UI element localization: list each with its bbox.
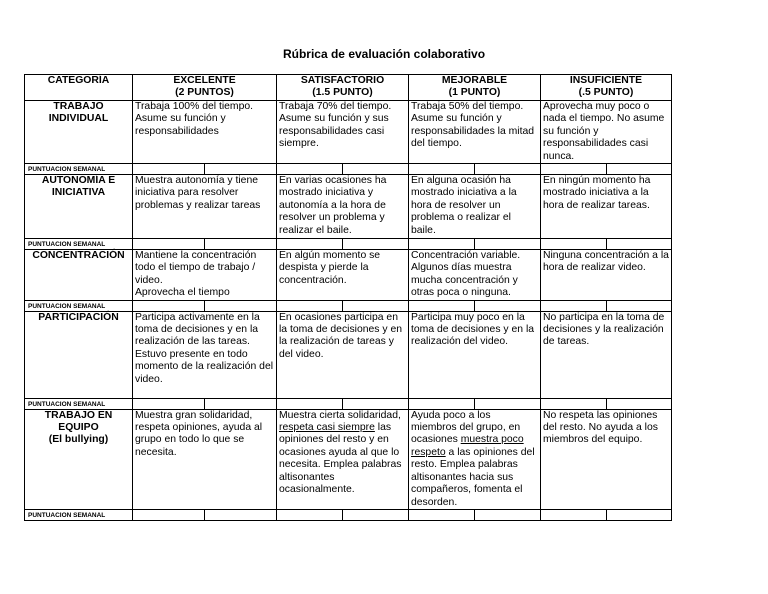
score-label: PUNTUACION SEMANAL <box>25 509 133 520</box>
criteria-cell: En ocasiones participa en la toma de decisiones y en la realización de tareas y del video. <box>277 311 409 398</box>
criteria-text: Ayuda poco a los miembros del grupo, en ocasiones <box>411 409 521 446</box>
criteria-cell: No respeta las opiniones del resto. No ayuda a los miembros del equipo. <box>541 409 672 509</box>
score-cell[interactable] <box>277 300 409 311</box>
table-row <box>25 175 672 239</box>
score-cell[interactable] <box>409 398 541 409</box>
score-label: PUNTUACION SEMANAL <box>25 300 133 311</box>
score-cell[interactable] <box>277 509 409 520</box>
score-cell[interactable] <box>541 239 672 250</box>
score-row <box>25 509 672 520</box>
table-row <box>25 311 672 398</box>
score-cell[interactable] <box>541 164 672 175</box>
header-categoria: CATEGORÍA <box>25 75 133 101</box>
underlined-text: respeta casi siempre <box>279 422 375 434</box>
header-mejorable: MEJORABLE (1 PUNTO) <box>409 75 541 101</box>
criteria-cell: Ninguna concentración a la hora de realizar video. <box>541 250 672 301</box>
criteria-cell: Participa muy poco en la toma de decisiones y en la realización del video. <box>409 311 541 398</box>
criteria-cell: Trabaja 70% del tiempo. Asume su función y sus responsabilidades casi siempre. <box>277 101 409 164</box>
category-cell: PARTICIPACIÓN <box>25 311 133 398</box>
score-row <box>25 164 672 175</box>
criteria-cell: Trabaja 50% del tiempo. Asume su función y responsabilidades la mitad del tiempo. <box>409 101 541 164</box>
header-row <box>25 75 672 101</box>
score-cell[interactable] <box>277 398 409 409</box>
category-cell: CONCENTRACIÓN <box>25 250 133 301</box>
criteria-cell: En algún momento se despista y pierde la concentración. <box>277 250 409 301</box>
criteria-cell: Mantiene la concentración todo el tiempo de trabajo / video. Aprovecha el tiempo <box>133 250 277 301</box>
table-row <box>25 101 672 164</box>
score-label: PUNTUACION SEMANAL <box>25 164 133 175</box>
table-row <box>25 409 672 509</box>
category-cell: TRABAJO INDIVIDUAL <box>25 101 133 164</box>
criteria-cell: Muestra gran solidaridad, respeta opiniones, ayuda al grupo en todo lo que se necesita. <box>133 409 277 509</box>
criteria-cell <box>277 409 409 509</box>
criteria-cell <box>409 409 541 509</box>
criteria-cell: Participa activamente en la toma de decisiones y en la realización de las tareas. Estuvo presente en todo momento de la realización del video. <box>133 311 277 398</box>
criteria-cell: Trabaja 100% del tiempo. Asume su función y responsabilidades <box>133 101 277 164</box>
score-cell[interactable] <box>409 239 541 250</box>
criteria-cell: Concentración variable. Algunos días muestra mucha concentración y otras poca o ninguna. <box>409 250 541 301</box>
rubric-table <box>24 74 672 521</box>
underlined-text: muestra poco respeto <box>411 434 524 458</box>
criteria-text: las opiniones del resto y en ocasiones ayuda al que lo necesita. Emplea palabras altisonantes ocasionalmente. <box>279 422 402 496</box>
criteria-text: a las opiniones del resto. Emplea palabras altisonantes hacia sus compañeros, fomenta el desorden. <box>411 446 535 508</box>
score-row <box>25 239 672 250</box>
category-cell: AUTONOMÍA E INICIATIVA <box>25 175 133 239</box>
score-cell[interactable] <box>541 300 672 311</box>
score-cell[interactable] <box>541 509 672 520</box>
criteria-cell: En varias ocasiones ha mostrado iniciativa y autonomía a la hora de resolver un problema y realizar el baile. <box>277 175 409 239</box>
score-cell[interactable] <box>409 509 541 520</box>
score-row <box>25 398 672 409</box>
header-excelente: EXCELENTE (2 PUNTOS) <box>133 75 277 101</box>
table-row <box>25 250 672 301</box>
score-cell[interactable] <box>133 164 277 175</box>
score-cell[interactable] <box>133 398 277 409</box>
score-cell[interactable] <box>409 300 541 311</box>
score-cell[interactable] <box>133 509 277 520</box>
score-label: PUNTUACION SEMANAL <box>25 398 133 409</box>
header-insuficiente: INSUFICIENTE (.5 PUNTO) <box>541 75 672 101</box>
criteria-cell: En alguna ocasión ha mostrado iniciativa a la hora de resolver un problema o realizar el baile. <box>409 175 541 239</box>
criteria-text: Muestra cierta solidaridad, <box>279 409 401 421</box>
score-label: PUNTUACION SEMANAL <box>25 239 133 250</box>
criteria-cell: En ningún momento ha mostrado iniciativa a la hora de realizar tareas. <box>541 175 672 239</box>
score-cell[interactable] <box>133 239 277 250</box>
score-cell[interactable] <box>277 164 409 175</box>
page-title: Rúbrica de evaluación colaborativo <box>282 47 486 61</box>
score-cell[interactable] <box>409 164 541 175</box>
header-satisfactorio: SATISFACTORIO (1.5 PUNTO) <box>277 75 409 101</box>
score-cell[interactable] <box>541 398 672 409</box>
criteria-cell: Muestra autonomía y tiene iniciativa para resolver problemas y realizar tareas <box>133 175 277 239</box>
score-cell[interactable] <box>277 239 409 250</box>
score-row <box>25 300 672 311</box>
criteria-cell: No participa en la toma de decisiones y la realización de tareas. <box>541 311 672 398</box>
score-cell[interactable] <box>133 300 277 311</box>
criteria-cell: Aprovecha muy poco o nada el tiempo. No asume su función y responsabilidades casi nunca. <box>541 101 672 164</box>
category-cell: TRABAJO EN EQUIPO (El bullying) <box>25 409 133 509</box>
